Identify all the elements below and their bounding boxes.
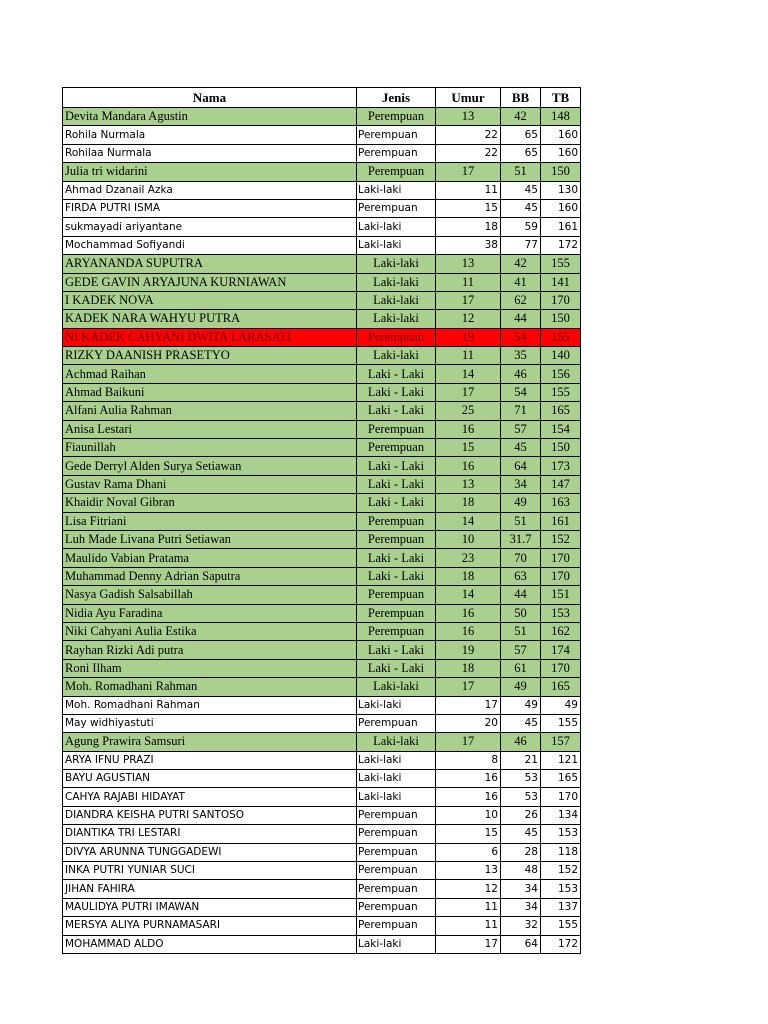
cell-bb[interactable]: 28 [501, 843, 541, 861]
cell-jenis[interactable]: Perempuan [357, 439, 436, 457]
table-row [63, 255, 581, 273]
cell-bb[interactable]: 44 [501, 310, 541, 328]
cell-nama[interactable]: MERSYA ALIYA PURNAMASARI [63, 917, 357, 935]
cell-jenis[interactable]: Perempuan [357, 898, 436, 916]
cell-jenis[interactable]: Perempuan [357, 420, 436, 438]
cell-umur[interactable]: 17 [436, 935, 501, 953]
cell-bb[interactable]: 44 [501, 586, 541, 604]
table-row [63, 347, 581, 365]
cell-tb[interactable]: 153 [541, 880, 581, 898]
cell-jenis[interactable]: Perempuan [357, 604, 436, 622]
cell-jenis[interactable]: Laki - Laki [357, 659, 436, 677]
cell-umur[interactable]: 12 [436, 310, 501, 328]
cell-jenis[interactable]: Perempuan [357, 825, 436, 843]
cell-jenis[interactable]: Perempuan [357, 144, 436, 162]
cell-jenis[interactable]: Laki-laki [357, 255, 436, 273]
table-row [63, 898, 581, 916]
cell-umur[interactable]: 15 [436, 199, 501, 217]
cell-jenis[interactable]: Laki - Laki [357, 641, 436, 659]
header-tb[interactable]: TB [541, 88, 581, 108]
table-row [63, 126, 581, 144]
cell-tb[interactable]: 165 [541, 770, 581, 788]
cell-jenis[interactable]: Laki-laki [357, 678, 436, 696]
cell-jenis[interactable]: Laki - Laki [357, 475, 436, 493]
cell-jenis[interactable]: Perempuan [357, 530, 436, 548]
cell-jenis[interactable]: Laki-laki [357, 181, 436, 199]
cell-nama[interactable]: Fiaunillah [63, 439, 357, 457]
table-row [63, 770, 581, 788]
cell-bb[interactable]: 49 [501, 696, 541, 714]
table-row [63, 733, 581, 751]
cell-bb[interactable]: 63 [501, 567, 541, 585]
cell-jenis[interactable]: Perempuan [357, 843, 436, 861]
cell-jenis[interactable]: Perempuan [357, 862, 436, 880]
cell-nama[interactable]: RIZKY DAANISH PRASETYO [63, 347, 357, 365]
cell-jenis[interactable]: Perempuan [357, 586, 436, 604]
cell-jenis[interactable]: Laki - Laki [357, 383, 436, 401]
cell-umur[interactable]: 15 [436, 825, 501, 843]
cell-nama[interactable]: DIANDRA KEISHA PUTRI SANTOSO [63, 806, 357, 824]
cell-umur[interactable]: 22 [436, 144, 501, 162]
cell-tb[interactable]: 152 [541, 530, 581, 548]
cell-jenis[interactable]: Perempuan [357, 328, 436, 346]
cell-bb[interactable]: 42 [501, 108, 541, 126]
table-row [63, 163, 581, 181]
cell-umur[interactable]: 23 [436, 549, 501, 567]
cell-nama[interactable]: Muhammad Denny Adrian Saputra [63, 567, 357, 585]
cell-jenis[interactable]: Perempuan [357, 622, 436, 640]
cell-nama[interactable]: GEDE GAVIN ARYAJUNA KURNIAWAN [63, 273, 357, 291]
cell-bb[interactable]: 31.7 [501, 530, 541, 548]
cell-jenis[interactable]: Laki-laki [357, 935, 436, 953]
table-row [63, 641, 581, 659]
cell-umur[interactable]: 14 [436, 512, 501, 530]
header-bb[interactable]: BB [501, 88, 541, 108]
cell-umur[interactable]: 16 [436, 770, 501, 788]
cell-bb[interactable]: 51 [501, 622, 541, 640]
table-row [63, 806, 581, 824]
cell-nama[interactable]: sukmayadi ariyantane [63, 218, 357, 236]
cell-umur[interactable]: 19 [436, 328, 501, 346]
cell-jenis[interactable]: Laki-laki [357, 310, 436, 328]
cell-umur[interactable]: 18 [436, 494, 501, 512]
cell-nama[interactable]: BAYU AGUSTIAN [63, 770, 357, 788]
data-table [62, 87, 581, 954]
cell-bb[interactable]: 49 [501, 494, 541, 512]
cell-nama[interactable]: Niki Cahyani Aulia Estika [63, 622, 357, 640]
cell-nama[interactable]: KADEK NARA WAHYU PUTRA [63, 310, 357, 328]
cell-tb[interactable]: 160 [541, 144, 581, 162]
cell-bb[interactable]: 26 [501, 806, 541, 824]
table-row [63, 604, 581, 622]
cell-umur[interactable]: 17 [436, 383, 501, 401]
cell-bb[interactable]: 71 [501, 402, 541, 420]
cell-tb[interactable]: 165 [541, 678, 581, 696]
table-row [63, 108, 581, 126]
table-row [63, 862, 581, 880]
cell-umur[interactable]: 18 [436, 659, 501, 677]
cell-umur[interactable]: 13 [436, 108, 501, 126]
table-row [63, 696, 581, 714]
cell-tb[interactable]: 155 [541, 255, 581, 273]
cell-bb[interactable]: 57 [501, 641, 541, 659]
cell-nama[interactable]: MAULIDYA PUTRI IMAWAN [63, 898, 357, 916]
cell-jenis[interactable]: Laki-laki [357, 696, 436, 714]
cell-nama[interactable]: INKA PUTRI YUNIAR SUCI [63, 862, 357, 880]
cell-nama[interactable]: NI KADEK CAHYANI DWITA LARASATI [63, 328, 357, 346]
cell-umur[interactable]: 15 [436, 439, 501, 457]
cell-tb[interactable]: 134 [541, 806, 581, 824]
table-header [63, 88, 581, 108]
cell-jenis[interactable]: Laki - Laki [357, 402, 436, 420]
cell-jenis[interactable]: Laki-laki [357, 291, 436, 309]
cell-jenis[interactable]: Perempuan [357, 917, 436, 935]
cell-jenis[interactable]: Laki - Laki [357, 365, 436, 383]
cell-nama[interactable]: Khaidir Noval Gibran [63, 494, 357, 512]
cell-bb[interactable]: 64 [501, 457, 541, 475]
cell-umur[interactable]: 17 [436, 678, 501, 696]
cell-tb[interactable]: 147 [541, 475, 581, 493]
cell-tb[interactable]: 174 [541, 641, 581, 659]
cell-tb[interactable]: 153 [541, 825, 581, 843]
cell-bb[interactable]: 45 [501, 825, 541, 843]
cell-jenis[interactable]: Perempuan [357, 714, 436, 732]
cell-jenis[interactable]: Perempuan [357, 806, 436, 824]
cell-tb[interactable]: 170 [541, 549, 581, 567]
cell-bb[interactable]: 57 [501, 420, 541, 438]
cell-tb[interactable]: 156 [541, 365, 581, 383]
table-row [63, 567, 581, 585]
cell-bb[interactable]: 61 [501, 659, 541, 677]
cell-bb[interactable]: 48 [501, 862, 541, 880]
table-row [63, 402, 581, 420]
cell-nama[interactable]: Nidia Ayu Faradina [63, 604, 357, 622]
cell-umur[interactable]: 11 [436, 273, 501, 291]
cell-nama[interactable]: Mochammad Sofiyandi [63, 236, 357, 254]
cell-nama[interactable]: ARYA IFNU PRAZI [63, 751, 357, 769]
cell-bb[interactable]: 45 [501, 439, 541, 457]
cell-bb[interactable]: 59 [501, 218, 541, 236]
cell-tb[interactable]: 161 [541, 218, 581, 236]
cell-umur[interactable]: 16 [436, 604, 501, 622]
cell-bb[interactable]: 51 [501, 512, 541, 530]
cell-tb[interactable]: 157 [541, 733, 581, 751]
cell-bb[interactable]: 53 [501, 770, 541, 788]
cell-tb[interactable]: 150 [541, 310, 581, 328]
cell-tb[interactable]: 148 [541, 108, 581, 126]
table-row [63, 383, 581, 401]
cell-nama[interactable]: Alfani Aulia Rahman [63, 402, 357, 420]
cell-jenis[interactable]: Laki - Laki [357, 457, 436, 475]
table-body [63, 108, 581, 954]
cell-nama[interactable]: Agung Prawira Samsuri [63, 733, 357, 751]
cell-nama[interactable]: Rohilaa Nurmala [63, 144, 357, 162]
cell-umur[interactable]: 13 [436, 475, 501, 493]
cell-umur[interactable]: 20 [436, 714, 501, 732]
cell-jenis[interactable]: Laki-laki [357, 273, 436, 291]
cell-bb[interactable]: 54 [501, 383, 541, 401]
cell-tb[interactable]: 162 [541, 622, 581, 640]
table-row [63, 512, 581, 530]
cell-tb[interactable]: 165 [541, 402, 581, 420]
cell-bb[interactable]: 45 [501, 199, 541, 217]
cell-umur[interactable]: 10 [436, 806, 501, 824]
table-row [63, 310, 581, 328]
table-row [63, 199, 581, 217]
cell-nama[interactable]: Moh. Romadhani Rahman [63, 696, 357, 714]
cell-nama[interactable]: DIANTIKA TRI LESTARI [63, 825, 357, 843]
table-row [63, 365, 581, 383]
cell-jenis[interactable]: Laki-laki [357, 733, 436, 751]
table-row [63, 181, 581, 199]
cell-tb[interactable]: 172 [541, 935, 581, 953]
cell-tb[interactable]: 151 [541, 586, 581, 604]
table-row [63, 530, 581, 548]
table-row [63, 457, 581, 475]
cell-umur[interactable]: 14 [436, 586, 501, 604]
cell-nama[interactable]: Nasya Gadish Salsabillah [63, 586, 357, 604]
cell-bb[interactable]: 35 [501, 347, 541, 365]
cell-umur[interactable]: 6 [436, 843, 501, 861]
cell-bb[interactable]: 42 [501, 255, 541, 273]
table-row [63, 659, 581, 677]
cell-tb[interactable]: 154 [541, 420, 581, 438]
cell-bb[interactable]: 45 [501, 714, 541, 732]
cell-tb[interactable]: 172 [541, 236, 581, 254]
cell-tb[interactable]: 155 [541, 328, 581, 346]
cell-jenis[interactable]: Perempuan [357, 880, 436, 898]
cell-tb[interactable]: 140 [541, 347, 581, 365]
cell-umur[interactable]: 17 [436, 163, 501, 181]
cell-bb[interactable]: 34 [501, 475, 541, 493]
cell-nama[interactable]: FIRDA PUTRI ISMA [63, 199, 357, 217]
cell-nama[interactable]: DIVYA ARUNNA TUNGGADEWI [63, 843, 357, 861]
table-row [63, 549, 581, 567]
cell-bb[interactable]: 50 [501, 604, 541, 622]
cell-bb[interactable]: 51 [501, 163, 541, 181]
cell-bb[interactable]: 34 [501, 898, 541, 916]
cell-jenis[interactable]: Laki-laki [357, 236, 436, 254]
table-row [63, 328, 581, 346]
cell-nama[interactable]: JIHAN FAHIRA [63, 880, 357, 898]
cell-nama[interactable]: CAHYA RAJABI HIDAYAT [63, 788, 357, 806]
table-row [63, 273, 581, 291]
cell-bb[interactable]: 64 [501, 935, 541, 953]
table-row [63, 751, 581, 769]
cell-umur[interactable]: 8 [436, 751, 501, 769]
cell-tb[interactable]: 153 [541, 604, 581, 622]
cell-tb[interactable]: 163 [541, 494, 581, 512]
cell-nama[interactable]: Rohila Nurmala [63, 126, 357, 144]
cell-tb[interactable]: 160 [541, 199, 581, 217]
cell-tb[interactable]: 161 [541, 512, 581, 530]
cell-nama[interactable]: Achmad Raihan [63, 365, 357, 383]
cell-tb[interactable]: 173 [541, 457, 581, 475]
cell-umur[interactable]: 16 [436, 457, 501, 475]
table-row [63, 917, 581, 935]
cell-tb[interactable]: 137 [541, 898, 581, 916]
cell-tb[interactable]: 170 [541, 659, 581, 677]
cell-umur[interactable]: 11 [436, 181, 501, 199]
cell-umur[interactable]: 22 [436, 126, 501, 144]
cell-bb[interactable]: 46 [501, 365, 541, 383]
cell-tb[interactable]: 141 [541, 273, 581, 291]
cell-jenis[interactable]: Laki - Laki [357, 494, 436, 512]
cell-bb[interactable]: 34 [501, 880, 541, 898]
cell-tb[interactable]: 121 [541, 751, 581, 769]
cell-umur[interactable]: 16 [436, 622, 501, 640]
cell-tb[interactable]: 155 [541, 383, 581, 401]
cell-nama[interactable]: Anisa Lestari [63, 420, 357, 438]
cell-umur[interactable]: 14 [436, 365, 501, 383]
cell-bb[interactable]: 53 [501, 788, 541, 806]
cell-bb[interactable]: 41 [501, 273, 541, 291]
table-row [63, 439, 581, 457]
cell-nama[interactable]: Rayhan Rizki Adi putra [63, 641, 357, 659]
table-row [63, 880, 581, 898]
cell-bb[interactable]: 46 [501, 733, 541, 751]
cell-tb[interactable]: 118 [541, 843, 581, 861]
header-row [63, 88, 581, 108]
cell-umur[interactable]: 38 [436, 236, 501, 254]
cell-bb[interactable]: 45 [501, 181, 541, 199]
cell-nama[interactable]: Julia tri widarini [63, 163, 357, 181]
cell-nama[interactable]: Devita Mandara Agustin [63, 108, 357, 126]
cell-nama[interactable]: Maulido Vabian Pratama [63, 549, 357, 567]
cell-jenis[interactable]: Laki-laki [357, 770, 436, 788]
table-row [63, 843, 581, 861]
cell-umur[interactable]: 16 [436, 788, 501, 806]
cell-nama[interactable]: ARYANANDA SUPUTRA [63, 255, 357, 273]
cell-jenis[interactable]: Laki-laki [357, 751, 436, 769]
cell-umur[interactable]: 17 [436, 733, 501, 751]
cell-umur[interactable]: 19 [436, 641, 501, 659]
cell-umur[interactable]: 17 [436, 291, 501, 309]
cell-bb[interactable]: 65 [501, 126, 541, 144]
cell-umur[interactable]: 17 [436, 696, 501, 714]
table-row [63, 678, 581, 696]
cell-nama[interactable]: Ahmad Dzanail Azka [63, 181, 357, 199]
cell-jenis[interactable]: Perempuan [357, 199, 436, 217]
cell-tb[interactable]: 170 [541, 567, 581, 585]
cell-bb[interactable]: 70 [501, 549, 541, 567]
header-jenis[interactable]: Jenis [357, 88, 436, 108]
cell-bb[interactable]: 21 [501, 751, 541, 769]
cell-bb[interactable]: 62 [501, 291, 541, 309]
cell-bb[interactable]: 65 [501, 144, 541, 162]
cell-tb[interactable]: 150 [541, 163, 581, 181]
cell-tb[interactable]: 49 [541, 696, 581, 714]
header-nama[interactable]: Nama [63, 88, 357, 108]
table-row [63, 622, 581, 640]
cell-nama[interactable]: I KADEK NOVA [63, 291, 357, 309]
cell-bb[interactable]: 32 [501, 917, 541, 935]
cell-nama[interactable]: Roni Ilham [63, 659, 357, 677]
cell-umur[interactable]: 13 [436, 255, 501, 273]
cell-umur[interactable]: 11 [436, 347, 501, 365]
table-row [63, 475, 581, 493]
cell-umur[interactable]: 16 [436, 420, 501, 438]
table-row [63, 420, 581, 438]
table-row [63, 714, 581, 732]
cell-umur[interactable]: 12 [436, 880, 501, 898]
table-row [63, 144, 581, 162]
cell-tb[interactable]: 152 [541, 862, 581, 880]
cell-jenis[interactable]: Perempuan [357, 126, 436, 144]
header-umur[interactable]: Umur [436, 88, 501, 108]
table-row [63, 825, 581, 843]
cell-nama[interactable]: Gustav Rama Dhani [63, 475, 357, 493]
cell-umur[interactable]: 18 [436, 567, 501, 585]
cell-nama[interactable]: Gede Derryl Alden Surya Setiawan [63, 457, 357, 475]
cell-tb[interactable]: 170 [541, 788, 581, 806]
cell-jenis[interactable]: Laki-laki [357, 788, 436, 806]
table-row [63, 218, 581, 236]
cell-jenis[interactable]: Perempuan [357, 163, 436, 181]
cell-nama[interactable]: MOHAMMAD ALDO [63, 935, 357, 953]
cell-bb[interactable]: 54 [501, 328, 541, 346]
cell-umur[interactable]: 25 [436, 402, 501, 420]
cell-nama[interactable]: Ahmad Baikuni [63, 383, 357, 401]
cell-jenis[interactable]: Laki-laki [357, 218, 436, 236]
cell-jenis[interactable]: Laki - Laki [357, 567, 436, 585]
cell-tb[interactable]: 155 [541, 917, 581, 935]
cell-bb[interactable]: 77 [501, 236, 541, 254]
cell-tb[interactable]: 160 [541, 126, 581, 144]
cell-jenis[interactable]: Laki - Laki [357, 549, 436, 567]
cell-tb[interactable]: 155 [541, 714, 581, 732]
cell-tb[interactable]: 130 [541, 181, 581, 199]
table-row [63, 291, 581, 309]
cell-tb[interactable]: 150 [541, 439, 581, 457]
cell-umur[interactable]: 13 [436, 862, 501, 880]
cell-jenis[interactable]: Laki-laki [357, 347, 436, 365]
cell-nama[interactable]: Lisa Fitriani [63, 512, 357, 530]
cell-jenis[interactable]: Perempuan [357, 512, 436, 530]
table-row [63, 586, 581, 604]
cell-umur[interactable]: 10 [436, 530, 501, 548]
table-row [63, 494, 581, 512]
table-row [63, 236, 581, 254]
cell-nama[interactable]: Moh. Romadhani Rahman [63, 678, 357, 696]
cell-jenis[interactable]: Perempuan [357, 108, 436, 126]
cell-bb[interactable]: 49 [501, 678, 541, 696]
cell-tb[interactable]: 170 [541, 291, 581, 309]
cell-umur[interactable]: 18 [436, 218, 501, 236]
table-row [63, 788, 581, 806]
cell-nama[interactable]: May widhiyastuti [63, 714, 357, 732]
cell-nama[interactable]: Luh Made Livana Putri Setiawan [63, 530, 357, 548]
cell-umur[interactable]: 11 [436, 917, 501, 935]
table-row [63, 935, 581, 953]
cell-umur[interactable]: 11 [436, 898, 501, 916]
